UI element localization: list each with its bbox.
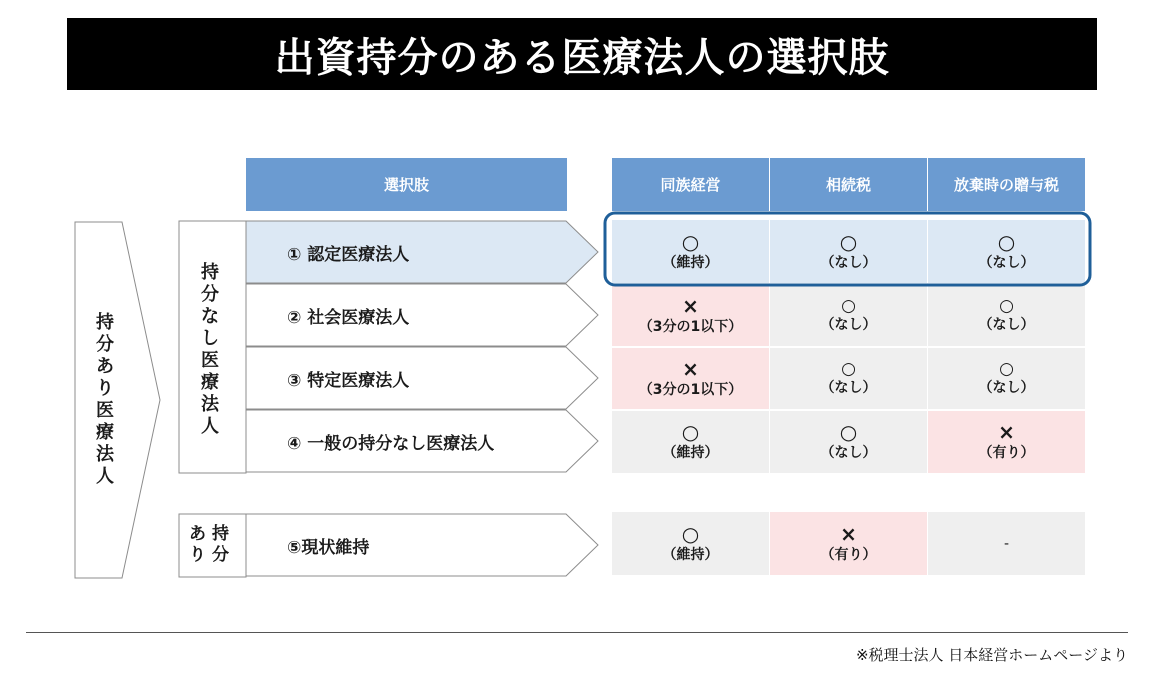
group-label-mochibun-ari: あ り 持 分: [189, 524, 229, 565]
header-col-2: 相続税: [770, 158, 927, 211]
row-label-2: ② 社会医療法人: [287, 307, 410, 328]
row-label-3: ③ 特定医療法人: [287, 370, 410, 391]
circle-icon: ○: [999, 295, 1014, 316]
cell-2-2: ○ （なし）: [820, 295, 877, 333]
cell-3-1: × （3分の1以下）: [638, 356, 743, 398]
cell-1-1: ○ （維持）: [662, 229, 719, 271]
group-label-mochibun-nashi: 持 分 な し 医 療 法 人: [201, 262, 219, 437]
cell-2-3: ○ （なし）: [978, 295, 1035, 333]
cross-icon: ×: [682, 356, 699, 381]
cell-5-1: ○ （維持）: [662, 521, 719, 563]
cell-4-3: × （有り）: [978, 420, 1035, 461]
row-label-5: ⑤現状維持: [287, 537, 370, 558]
circle-icon: ○: [681, 229, 700, 254]
source-footnote: ※税理士法人 日本経営ホームページより: [855, 646, 1128, 664]
row-label-1: ① 認定医療法人: [287, 244, 410, 265]
cell-4-1: ○ （維持）: [662, 420, 719, 461]
circle-icon: ○: [681, 420, 700, 444]
cross-icon: ×: [840, 521, 857, 546]
circle-icon: ○: [999, 358, 1014, 379]
cross-icon: ×: [682, 293, 699, 318]
left-arrow-shape: [75, 222, 160, 578]
cell-4-2: ○ （なし）: [820, 420, 877, 461]
circle-icon: ○: [839, 229, 858, 254]
cell-5-2: × （有り）: [820, 521, 877, 563]
circle-icon: ○: [841, 295, 856, 316]
cell-3-2: ○ （なし）: [820, 358, 877, 396]
header-col-3: 放棄時の贈与税: [928, 158, 1085, 211]
circle-icon: ○: [839, 420, 858, 444]
circle-icon: ○: [841, 358, 856, 379]
circle-icon: ○: [681, 521, 700, 546]
cross-icon: ×: [998, 420, 1015, 444]
circle-icon: ○: [997, 229, 1016, 254]
header-col-1: 同族経営: [612, 158, 769, 211]
cell-1-3: ○ （なし）: [978, 229, 1035, 271]
cell-2-1: × （3分の1以下）: [638, 293, 743, 335]
header-choice: 選択肢: [246, 158, 567, 211]
row-label-4: ④ 一般の持分なし医療法人: [287, 433, 495, 454]
left-label-mochibun-ari: 持 分 あ り 医 療 法 人: [96, 312, 114, 487]
page-title: 出資持分のある医療法人の選択肢: [67, 18, 1097, 90]
cell-1-2: ○ （なし）: [820, 229, 877, 271]
cell-3-3: ○ （なし）: [978, 358, 1035, 396]
cell-5-3: -: [1003, 535, 1010, 552]
footer-divider: [26, 632, 1128, 633]
